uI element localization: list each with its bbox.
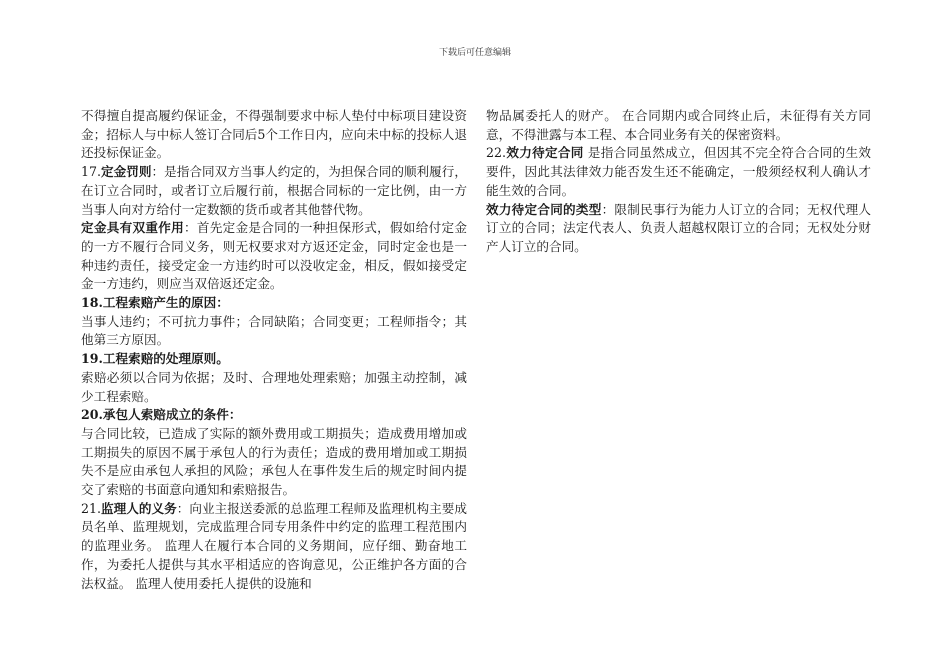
term-heading: 效力待定合同的类型 (486, 201, 602, 217)
heading-text: 19.工程索赔的处理原则。 (81, 351, 229, 367)
item-number: 21. (81, 500, 102, 516)
paragraph-claim-conditions: 与合同比较，已造成了实际的额外费用或工期损失；造成费用增加或工期损失的原因不属于承包人的行为责任；造成的费用增加或工期损失不是应由承包人承担的风险；承包人在事件发生后的规定时间内提交了索赔的书面意向通知和索赔报告。 (81, 425, 467, 498)
term-text: 是指合同虽然成立，但因其不完全符合合同的生效要件，因此其法律效力能否发生还不能确定，一般须经权利人确认才能生效的合同。 (486, 145, 871, 198)
paragraph-deposit-penalty (81, 163, 467, 219)
paragraph-deposit-dual-role (81, 219, 467, 294)
term-heading: 效力待定合同 (506, 145, 584, 161)
term-text: ：向业主报送委派的总监理工程师及监理机构主要成员名单、监理规划，完成监理合同专用条件中约定的监理工程范围内的监理业务。 监理人在履行本合同的义务期间，应仔细、勤奋地工作，为委托人提供与其水平相适应的咨询意见，公正维护各方面的合法权益。 监理人使用委托人提供的设施和 (81, 500, 468, 591)
paragraph-pending-contract-types (486, 201, 871, 257)
paragraph-supervisor-duties (81, 500, 467, 594)
item-number: 17. (81, 164, 102, 180)
heading-claim-principles (81, 350, 467, 369)
paragraph-bid-bond: 不得擅自提高履约保证金，不得强制要求中标人垫付中标项目建设资金；招标人与中标人签订合同后5个工作日内，应向未中标的投标人退还投标保证金。 (81, 108, 467, 161)
term-heading: 定金具有双重作用 (81, 220, 185, 236)
paragraph-pending-contract (486, 144, 871, 200)
heading-text: 20.承包人索赔成立的条件： (81, 407, 242, 423)
term-text: ：是指合同双方当事人约定的，为担保合同的顺利履行，在订立合同时，或者订立后履行前，根据合同标的一定比例，由一方当事人向对方给付一定数额的货币或者其他替代物。 (81, 164, 468, 217)
paragraph-supervisor-duties-cont: 物品属委托人的财产。 在合同期内或合同终止后，未征得有关方同意，不得泄露与本工程、本合同业务有关的保密资料。 (486, 108, 871, 142)
left-column (81, 107, 467, 593)
heading-claim-conditions (81, 406, 467, 425)
term-text: ：首先定金是合同的一种担保形式，假如给付定金的一方不履行合同义务，则无权要求对方返还定金，同时定金也是一种违约责任，接受定金一方违约时可以没收定金，相反，假如接受定金一方违约，则应当双倍返还定金。 (81, 220, 468, 292)
paragraph-claim-causes: 当事人违约；不可抗力事件；合同缺陷；合同变更；工程师指令；其他第三方原因。 (81, 313, 467, 348)
right-column (486, 107, 871, 257)
term-text: ：限制民事行为能力人订立的合同；无权代理人订立的合同；法定代表人、负责人超越权限订立的合同；无权处分财产人订立的合同。 (486, 201, 872, 254)
term-heading: 监理人的义务 (101, 500, 177, 516)
heading-claim-causes (81, 294, 467, 313)
item-number: 22. (486, 145, 507, 161)
page-header: 下载后可任意编辑 (438, 48, 511, 58)
term-heading: 定金罚则 (101, 164, 152, 180)
heading-text: 18.工程索赔产生的原因： (81, 295, 229, 311)
paragraph-claim-principles: 索赔必须以合同为依据；及时、合理地处理索赔；加强主动控制，减少工程索赔。 (81, 369, 467, 404)
